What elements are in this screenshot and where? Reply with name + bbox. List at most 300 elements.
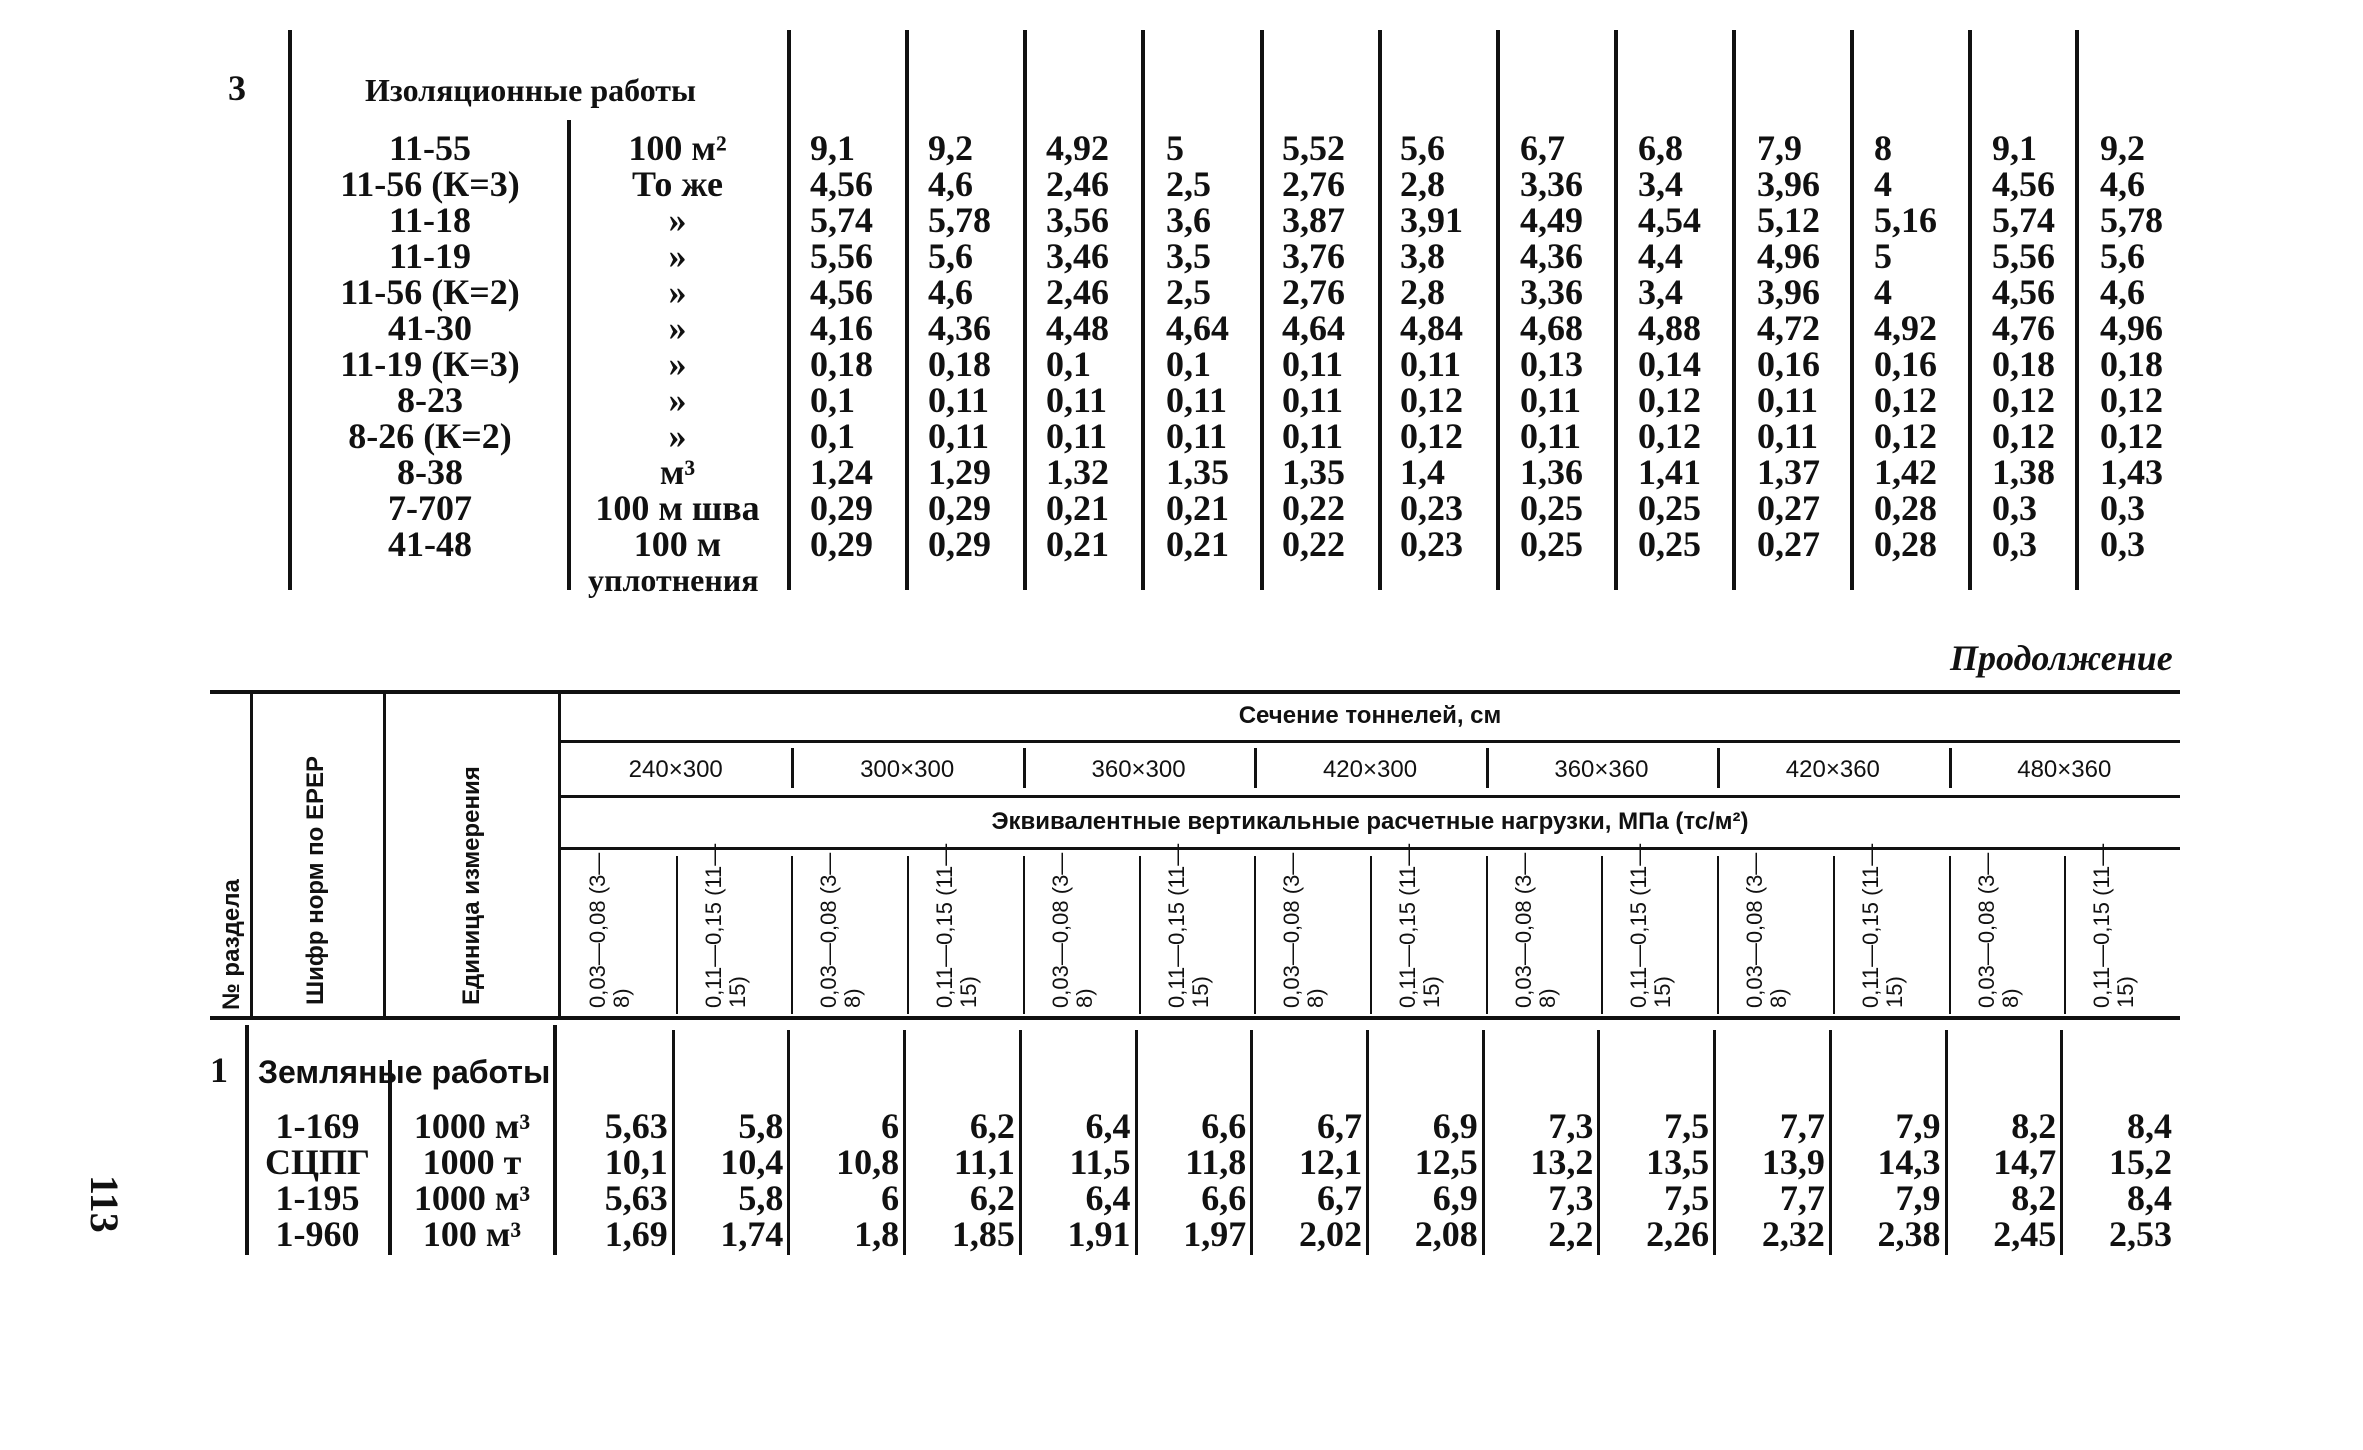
top-row-value: 5,56 [810, 236, 873, 276]
top-row-value: 4,36 [1520, 236, 1583, 276]
bottom-row-value: 1,8 [854, 1214, 900, 1254]
top-row-value: 0,27 [1757, 524, 1820, 564]
top-row-value: 5,6 [2100, 236, 2145, 276]
top-row-value: 4,92 [1046, 128, 1109, 168]
bottom-row-value: 15,2 [2108, 1142, 2172, 1182]
top-row-value: 0,21 [1046, 524, 1109, 564]
body-col-rule [1713, 1030, 1716, 1255]
section-size-header: 360×300 [1091, 756, 1186, 783]
top-row-value: 0,18 [928, 344, 991, 384]
bottom-row-value: 2,45 [1993, 1214, 2057, 1254]
top-row-value: 8 [1874, 128, 1892, 168]
top-row-value: 9,2 [928, 128, 973, 168]
bottom-row-value: 12,5 [1414, 1142, 1478, 1182]
top-rule [1968, 30, 1972, 590]
top-row-value: 3,96 [1757, 164, 1820, 204]
top-row-value: 0,11 [928, 416, 990, 456]
top-row-value: 4,72 [1757, 308, 1820, 348]
body-col-rule [1135, 1030, 1138, 1255]
top-row-code: 41-30 [388, 308, 472, 348]
top-row-value: 1,38 [1992, 452, 2055, 492]
bottom-row-value: 10,4 [720, 1142, 784, 1182]
top-row-value: 4,48 [1046, 308, 1109, 348]
bottom-row-value: 2,53 [2108, 1214, 2172, 1254]
load-high-header: 0,11—0,15 (11—15) [1163, 843, 1213, 1008]
load-divider [1949, 856, 1951, 1014]
load-divider [1833, 856, 1835, 1014]
top-row-unit: » [668, 272, 687, 312]
section-size-header: 420×360 [1785, 756, 1880, 783]
top-row-value: 4 [1874, 272, 1892, 312]
top-row-value: 0,12 [2100, 416, 2163, 456]
section-divider [1949, 748, 1952, 788]
top-row-value: 0,11 [1282, 344, 1344, 384]
bottom-row-value: 1,69 [604, 1214, 668, 1254]
section-number-header: № раздела [218, 879, 245, 1010]
bottom-row-value: 8,4 [2126, 1106, 2172, 1146]
top-row-value: 2,46 [1046, 272, 1109, 312]
load-low-header: 0,03—0,08 (3—8) [1279, 852, 1329, 1008]
top-row-value: 0,18 [1992, 344, 2055, 384]
top-row-value: 2,76 [1282, 272, 1345, 312]
top-row-code: 8-38 [397, 452, 463, 492]
header-bottom-rule [210, 1016, 2180, 1020]
top-row-value: 0,12 [1400, 380, 1463, 420]
bottom-row-value: 2,26 [1646, 1214, 1710, 1254]
top-row-value: 0,23 [1400, 488, 1463, 528]
top-row-value: 1,4 [1400, 452, 1445, 492]
top-row-value: 0,18 [810, 344, 873, 384]
top-row-value: 0,16 [1874, 344, 1937, 384]
top-row-value: 4,68 [1520, 308, 1583, 348]
bottom-row-value: 6,2 [969, 1106, 1015, 1146]
top-row-value: 4,54 [1638, 200, 1701, 240]
load-high-header: 0,11—0,15 (11—15) [1395, 843, 1444, 1008]
load-high-header: 0,11—0,15 (11—15) [1857, 843, 1907, 1008]
sections-rule [560, 740, 2180, 743]
top-row-value: 0,11 [1166, 380, 1228, 420]
bottom-row-value: 1,91 [1067, 1214, 1131, 1254]
top-row-value: 0,11 [928, 380, 990, 420]
bottom-row-value: 8,2 [2011, 1178, 2057, 1218]
top-row-value: 0,14 [1638, 344, 1701, 384]
bottom-row-unit: 1000 м³ [413, 1106, 531, 1146]
bottom-row-value: 8,4 [2126, 1178, 2172, 1218]
top-row-value: 0,28 [1874, 524, 1937, 564]
load-high-header: 0,11—0,15 (11—15) [2089, 843, 2139, 1008]
section-size-header: 300×300 [860, 756, 955, 783]
load-divider [676, 856, 678, 1014]
header-col-rule [383, 694, 386, 1016]
top-row-value: 4,88 [1638, 308, 1701, 348]
top-row-value: 1,41 [1638, 452, 1701, 492]
section-divider [791, 748, 794, 788]
top-row-code: 11-55 [388, 128, 471, 168]
top-row-value: 3,56 [1046, 200, 1109, 240]
body-col-rule [1250, 1030, 1253, 1255]
top-section-number: 3 [228, 68, 246, 108]
top-row-value: 2,5 [1166, 272, 1211, 312]
top-row-value: 4,16 [810, 308, 873, 348]
section-size-header: 420×300 [1322, 756, 1418, 783]
section-size-header: 360×360 [1554, 756, 1649, 783]
top-row-value: 3,36 [1520, 272, 1583, 312]
top-row-value: 3,46 [1046, 236, 1109, 276]
top-row-code: 8-26 (К=2) [348, 416, 512, 456]
bottom-row-value: 2,2 [1548, 1214, 1594, 1254]
top-row-value: 1,29 [928, 452, 991, 492]
top-row-value: 4,64 [1282, 308, 1345, 348]
top-row-value: 3,4 [1638, 272, 1683, 312]
bottom-row-value: 7,3 [1548, 1106, 1594, 1146]
top-row-value: 4 [1874, 164, 1892, 204]
top-row-code: 11-18 [388, 200, 471, 240]
top-row-value: 4,56 [810, 272, 873, 312]
load-divider [907, 856, 909, 1014]
top-row-code: 8-23 [397, 380, 463, 420]
top-row-value: 0,1 [1046, 344, 1091, 384]
top-row-value: 0,12 [2100, 380, 2163, 420]
top-row-value: 0,25 [1520, 488, 1583, 528]
top-row-value: 4,56 [810, 164, 873, 204]
top-row-value: 0,22 [1282, 524, 1345, 564]
top-row-code: 11-56 (К=2) [340, 272, 520, 312]
top-row-value: 0,11 [1282, 416, 1344, 456]
top-row-value: 0,12 [1992, 380, 2055, 420]
bottom-row-value: 13,2 [1530, 1142, 1594, 1182]
top-row-value: 3,4 [1638, 164, 1683, 204]
top-row-unit: То же [631, 164, 723, 204]
top-row-value: 0,1 [810, 380, 855, 420]
top-row-value: 4,96 [2100, 308, 2163, 348]
top-row-value: 0,11 [1520, 416, 1582, 456]
bottom-row-value: 6 [881, 1106, 900, 1146]
top-row-value: 5,56 [1992, 236, 2055, 276]
top-row-value: 0,12 [1638, 416, 1701, 456]
top-row-value: 0,12 [1400, 416, 1463, 456]
bottom-row-value: 7,7 [1779, 1178, 1825, 1218]
top-row-value: 2,76 [1282, 164, 1345, 204]
top-row-value: 1,35 [1282, 452, 1345, 492]
top-row-value: 4,6 [2100, 164, 2145, 204]
bottom-row-value: 6 [881, 1178, 900, 1218]
top-row-value: 5,6 [1400, 128, 1445, 168]
loads-title: Эквивалентные вертикальные расчетные нагрузки, МПа (тс/м²) [991, 808, 1749, 835]
top-row-value: 0,3 [1992, 488, 2037, 528]
top-row-value: 4,49 [1520, 200, 1583, 240]
bottom-row-value: 11,8 [1185, 1142, 1247, 1182]
top-rule [1732, 30, 1736, 590]
top-row-value: 5,74 [1992, 200, 2055, 240]
bottom-row-value: 10,1 [604, 1142, 668, 1182]
unit-continuation: уплотнения [588, 562, 759, 598]
bottom-section-number: 1 [210, 1050, 228, 1090]
header-top-rule [210, 690, 2180, 694]
top-row-value: 0,11 [1520, 380, 1582, 420]
top-row-value: 1,35 [1166, 452, 1229, 492]
top-row-code: 41-48 [388, 524, 472, 564]
top-row-value: 4,4 [1638, 236, 1683, 276]
header-col-rule [558, 694, 561, 1016]
load-high-header: 0,11—0,15 (11—15) [1626, 843, 1676, 1008]
top-row-value: 0,16 [1757, 344, 1820, 384]
top-row-value: 0,12 [1874, 380, 1937, 420]
bottom-row-value: 6,6 [1201, 1106, 1247, 1146]
top-row-value: 0,1 [810, 416, 855, 456]
load-divider [1370, 856, 1372, 1014]
bottom-row-code: СЦПГ [265, 1142, 370, 1182]
top-row-value: 4,96 [1757, 236, 1820, 276]
bottom-row-value: 11,1 [953, 1142, 1015, 1182]
section-size-header: 240×300 [628, 756, 723, 783]
top-row-value: 1,42 [1874, 452, 1937, 492]
top-row-value: 7,9 [1757, 128, 1802, 168]
top-row-value: 2,8 [1400, 164, 1445, 204]
bottom-row-value: 6,7 [1316, 1178, 1362, 1218]
body-col-rule [1597, 1030, 1600, 1255]
bottom-row-value: 7,9 [1895, 1106, 1941, 1146]
page-number: 113 [82, 1175, 127, 1233]
unit-header: Единица измерения [458, 766, 485, 1005]
section-divider [1023, 748, 1026, 788]
top-row-value: 0,11 [1046, 380, 1108, 420]
top-row-value: 0,3 [1992, 524, 2037, 564]
top-row-value: 0,11 [1757, 380, 1819, 420]
body-col-rule [2060, 1030, 2063, 1255]
top-row-value: 3,5 [1166, 236, 1211, 276]
bottom-row-value: 6,9 [1432, 1106, 1478, 1146]
bottom-row-value: 13,5 [1646, 1142, 1710, 1182]
top-row-value: 1,32 [1046, 452, 1109, 492]
sections-title: Сечение тоннелей, см [1238, 702, 1502, 729]
top-rule [1614, 30, 1618, 590]
bottom-row-value: 14,3 [1877, 1142, 1941, 1182]
load-divider [1023, 856, 1025, 1014]
top-row-unit: 100 м² [628, 128, 727, 168]
top-row-value: 5,78 [2100, 200, 2163, 240]
top-row-value: 0,21 [1046, 488, 1109, 528]
top-row-value: 2,8 [1400, 272, 1445, 312]
top-row-value: 2,5 [1166, 164, 1211, 204]
top-rule [905, 30, 909, 590]
bottom-row-value: 8,2 [2011, 1106, 2057, 1146]
top-row-value: 0,29 [810, 488, 873, 528]
top-row-value: 0,25 [1638, 524, 1701, 564]
top-row-value: 5,52 [1282, 128, 1345, 168]
body-col-rule [1829, 1030, 1832, 1255]
top-rule [787, 30, 791, 590]
top-row-value: 3,36 [1520, 164, 1583, 204]
bottom-row-value: 5,8 [738, 1106, 784, 1146]
load-high-header: 0,11—0,15 (11—15) [932, 843, 982, 1008]
top-row-unit: » [668, 344, 687, 384]
top-row-code: 11-19 (К=3) [340, 344, 520, 384]
load-divider [1717, 856, 1719, 1014]
load-low-header: 0,03—0,08 (3—8) [1973, 852, 2023, 1008]
body-col-rule [903, 1030, 906, 1255]
body-col-rule [1019, 1030, 1022, 1255]
bottom-row-unit: 100 м³ [422, 1214, 522, 1254]
section-divider [1717, 748, 1720, 788]
bottom-row-value: 7,5 [1664, 1178, 1710, 1218]
top-row-value: 9,2 [2100, 128, 2145, 168]
body-col-rule [1482, 1030, 1485, 1255]
bottom-row-value: 2,32 [1761, 1214, 1825, 1254]
load-low-header: 0,03—0,08 (3—8) [585, 852, 634, 1008]
top-row-unit: » [668, 236, 687, 276]
top-row-value: 4,64 [1166, 308, 1229, 348]
top-row-unit: 100 м шва [595, 488, 760, 528]
top-row-value: 1,24 [810, 452, 873, 492]
top-row-value: 0,22 [1282, 488, 1345, 528]
top-row-value: 9,1 [810, 128, 855, 168]
body-rule [553, 1025, 557, 1255]
top-row-value: 5,6 [928, 236, 973, 276]
top-rule [1378, 30, 1382, 590]
top-row-value: 0,11 [1282, 380, 1344, 420]
load-low-header: 0,03—0,08 (3—8) [1742, 852, 1792, 1008]
load-low-header: 0,03—0,08 (3—8) [1510, 852, 1560, 1008]
bottom-row-value: 14,7 [1993, 1142, 2057, 1182]
top-row-value: 5,16 [1874, 200, 1937, 240]
bottom-section-title: Земляные работы [258, 1054, 551, 1090]
bottom-row-unit: 1000 м³ [413, 1178, 531, 1218]
bottom-row-value: 7,5 [1664, 1106, 1710, 1146]
top-row-value: 5,12 [1757, 200, 1820, 240]
top-row-value: 6,8 [1638, 128, 1683, 168]
top-rule [1496, 30, 1500, 590]
top-row-value: 1,37 [1757, 452, 1820, 492]
bottom-row-value: 2,02 [1298, 1214, 1362, 1254]
top-row-value: 0,23 [1400, 524, 1463, 564]
load-low-header: 0,03—0,08 (3—8) [816, 852, 866, 1008]
top-row-value: 0,1 [1166, 344, 1211, 384]
bottom-row-value: 1,74 [720, 1214, 784, 1254]
bottom-row-code: 1-169 [275, 1106, 360, 1146]
load-divider [1139, 856, 1141, 1014]
top-row-code: 11-19 [388, 236, 471, 276]
load-low-header: 0,03—0,08 (3—8) [1047, 852, 1097, 1008]
loads-rule [560, 795, 2180, 798]
continuation-label: Продолжение [1950, 638, 2173, 678]
top-row-value: 4,6 [2100, 272, 2145, 312]
top-row-code: 7-707 [388, 488, 472, 528]
bottom-row-value: 12,1 [1298, 1142, 1362, 1182]
bottom-row-value: 2,38 [1877, 1214, 1941, 1254]
top-row-value: 0,3 [2100, 488, 2145, 528]
top-row-value: 4,92 [1874, 308, 1937, 348]
top-row-value: 3,6 [1166, 200, 1211, 240]
section-size-header: 480×360 [2017, 756, 2112, 783]
bottom-row-value: 6,6 [1201, 1178, 1247, 1218]
bottom-row-value: 6,4 [1085, 1178, 1131, 1218]
top-row-unit: » [668, 200, 687, 240]
top-row-value: 0,11 [1166, 416, 1228, 456]
body-col-rule [1366, 1030, 1369, 1255]
top-row-value: 0,11 [1046, 416, 1108, 456]
top-row-value: 4,84 [1400, 308, 1463, 348]
bottom-row-value: 2,08 [1414, 1214, 1478, 1254]
top-row-value: 1,36 [1520, 452, 1583, 492]
top-row-value: 0,11 [1400, 344, 1462, 384]
top-row-value: 0,18 [2100, 344, 2163, 384]
top-row-value: 5,78 [928, 200, 991, 240]
load-divider [1486, 856, 1488, 1014]
top-row-unit: 100 м [633, 524, 722, 564]
top-row-value: 5 [1166, 128, 1184, 168]
top-row-value: 0,25 [1638, 488, 1701, 528]
top-row-value: 0,3 [2100, 524, 2145, 564]
top-row-value: 0,27 [1757, 488, 1820, 528]
bottom-row-value: 1,85 [951, 1214, 1015, 1254]
bottom-row-code: 1-195 [275, 1178, 360, 1218]
top-row-value: 0,29 [928, 488, 991, 528]
top-row-value: 0,28 [1874, 488, 1937, 528]
top-row-value: 0,12 [1992, 416, 2055, 456]
bottom-row-value: 5,8 [738, 1178, 784, 1218]
top-row-value: 4,6 [928, 272, 973, 312]
top-row-value: 1,43 [2100, 452, 2163, 492]
body-col-rule [672, 1030, 675, 1255]
top-row-value: 4,36 [928, 308, 991, 348]
body-col-rule [1945, 1030, 1948, 1255]
norm-code-header: Шифр норм по ЕРЕР [302, 756, 329, 1005]
top-row-unit: м³ [659, 452, 696, 492]
top-row-value: 4,76 [1992, 308, 2055, 348]
load-high-header: 0,11—0,15 (11—15) [700, 843, 750, 1008]
bottom-row-value: 1,97 [1183, 1214, 1247, 1254]
top-row-value: 3,91 [1400, 200, 1463, 240]
top-row-value: 6,7 [1520, 128, 1565, 168]
top-section-title: Изоляционные работы [365, 72, 696, 108]
top-row-value: 0,12 [1638, 380, 1701, 420]
bottom-row-value: 5,63 [604, 1178, 668, 1218]
top-rule [1141, 30, 1145, 590]
bottom-row-value: 5,63 [604, 1106, 668, 1146]
top-row-value: 0,21 [1166, 488, 1229, 528]
bottom-row-value: 6,9 [1432, 1178, 1478, 1218]
top-row-value: 2,46 [1046, 164, 1109, 204]
section-divider [1254, 748, 1257, 788]
body-rule [245, 1025, 249, 1255]
top-row-value: 0,11 [1757, 416, 1819, 456]
bottom-row-unit: 1000 т [422, 1142, 522, 1182]
load-divider [791, 856, 793, 1014]
top-row-value: 0,12 [1874, 416, 1937, 456]
section-divider [1486, 748, 1489, 788]
top-row-value: 0,13 [1520, 344, 1583, 384]
top-row-value: 3,96 [1757, 272, 1820, 312]
top-row-value: 0,25 [1520, 524, 1583, 564]
top-row-value: 4,56 [1992, 164, 2055, 204]
top-row-value: 0,29 [928, 524, 991, 564]
top-row-value: 4,6 [928, 164, 973, 204]
top-row-value: 9,1 [1992, 128, 2037, 168]
top-row-unit: » [668, 380, 687, 420]
bottom-row-value: 6,2 [969, 1178, 1015, 1218]
top-rule [1850, 30, 1854, 590]
top-row-unit: » [668, 308, 687, 348]
bottom-row-code: 1-960 [275, 1214, 360, 1254]
top-row-value: 3,76 [1282, 236, 1345, 276]
body-col-rule [787, 1030, 790, 1255]
top-row-code: 11-56 (К=3) [340, 164, 520, 204]
top-row-value: 5,74 [810, 200, 873, 240]
load-divider [1601, 856, 1603, 1014]
bottom-row-value: 13,9 [1761, 1142, 1825, 1182]
bottom-row-value: 11,5 [1069, 1142, 1131, 1182]
top-rule [1023, 30, 1027, 590]
